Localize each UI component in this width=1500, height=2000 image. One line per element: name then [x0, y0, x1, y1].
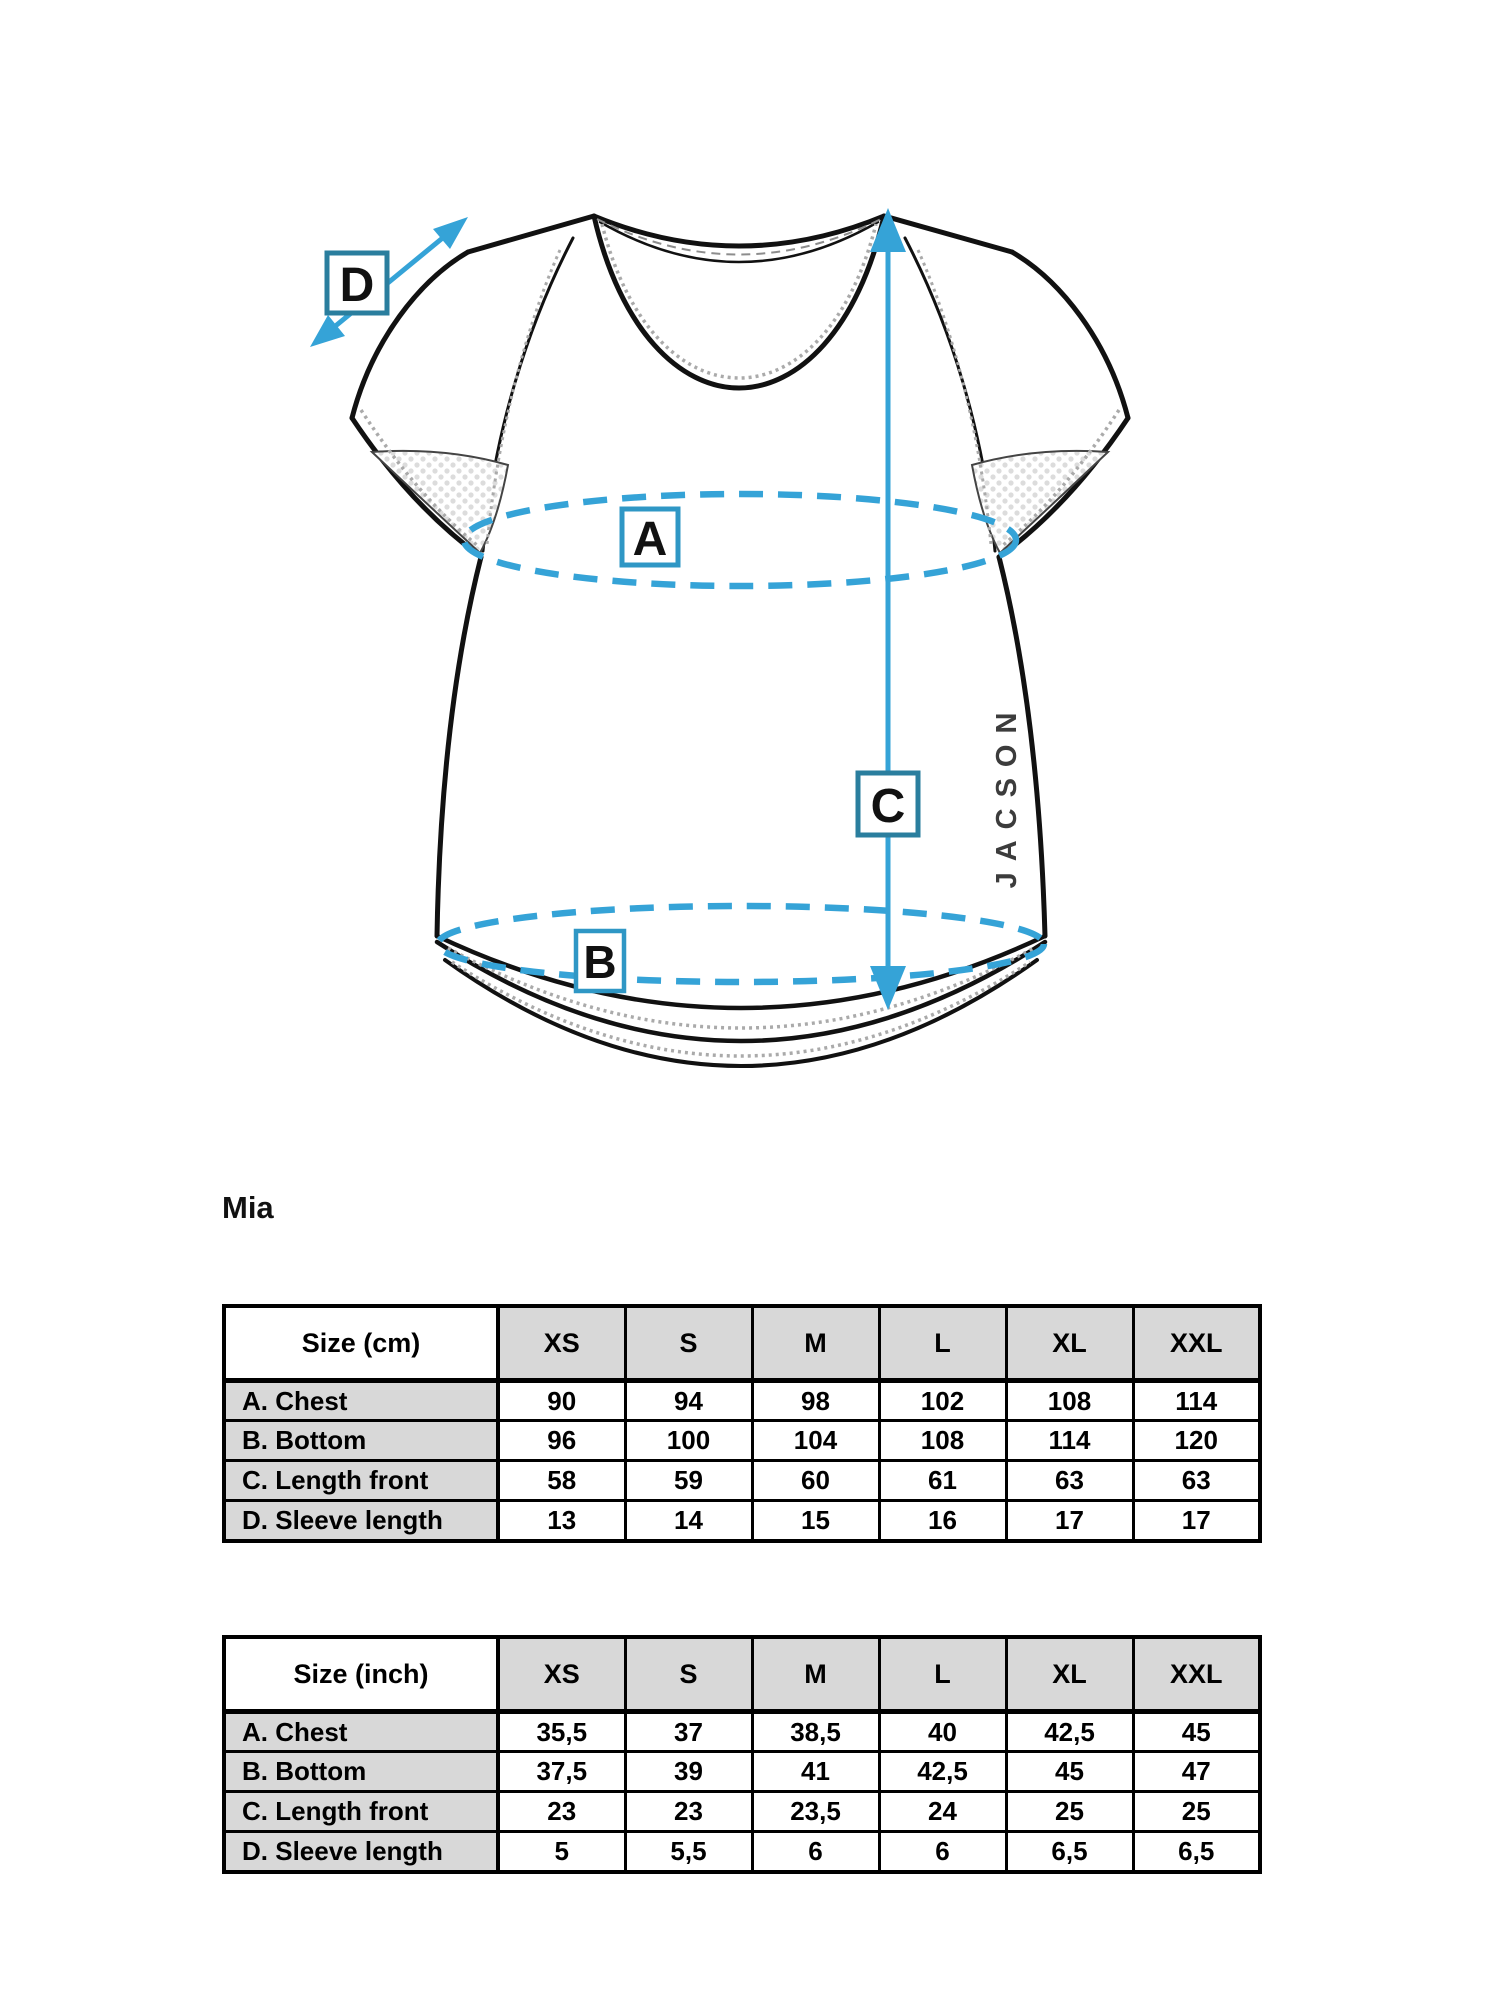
measure-label-d: D [339, 259, 375, 312]
measure-label-b: B [583, 936, 617, 988]
measure-label-a: A [632, 513, 668, 566]
chest-measure-ellipse [464, 494, 1016, 586]
value-cell: 6 [752, 1832, 879, 1872]
value-cell: 96 [498, 1421, 625, 1461]
value-cell: 42,5 [879, 1752, 1006, 1792]
size-column-header-xxl: XXL [1133, 1306, 1260, 1381]
row-label-cell: A. Chest [224, 1712, 498, 1752]
underarm-mesh-panels [372, 451, 1108, 553]
size-column-header-s: S [625, 1306, 752, 1381]
value-cell: 41 [752, 1752, 879, 1792]
value-cell: 16 [879, 1501, 1006, 1541]
size-column-header-xxl: XXL [1133, 1637, 1260, 1712]
table-row [224, 1832, 1260, 1872]
value-cell: 37 [625, 1712, 752, 1752]
value-cell: 15 [752, 1501, 879, 1541]
value-cell: 6 [879, 1832, 1006, 1872]
value-cell: 114 [1006, 1421, 1133, 1461]
value-cell: 60 [752, 1461, 879, 1501]
brand-vertical-text: JACSON [991, 701, 1023, 889]
value-cell: 114 [1133, 1381, 1260, 1421]
value-cell: 45 [1133, 1712, 1260, 1752]
value-cell: 5 [498, 1832, 625, 1872]
row-label-cell: D. Sleeve length [224, 1832, 498, 1872]
value-cell: 90 [498, 1381, 625, 1421]
value-cell: 24 [879, 1792, 1006, 1832]
size-column-header-m: M [752, 1637, 879, 1712]
value-cell: 5,5 [625, 1832, 752, 1872]
value-cell: 120 [1133, 1421, 1260, 1461]
size-column-header-l: L [879, 1637, 1006, 1712]
value-cell: 25 [1133, 1792, 1260, 1832]
size-column-header-xl: XL [1006, 1637, 1133, 1712]
size-table-cm [222, 1304, 1262, 1543]
value-cell: 42,5 [1006, 1712, 1133, 1752]
size-column-header-s: S [625, 1637, 752, 1712]
value-cell: 23,5 [752, 1792, 879, 1832]
measure-label-boxes [327, 253, 918, 991]
value-cell: 104 [752, 1421, 879, 1461]
value-cell: 45 [1006, 1752, 1133, 1792]
row-label-cell: D. Sleeve length [224, 1501, 498, 1541]
value-cell: 17 [1006, 1501, 1133, 1541]
value-cell: 37,5 [498, 1752, 625, 1792]
value-cell: 39 [625, 1752, 752, 1792]
bottom-measure-ellipse [438, 906, 1044, 982]
value-cell: 108 [879, 1421, 1006, 1461]
value-cell: 98 [752, 1381, 879, 1421]
value-cell: 13 [498, 1501, 625, 1541]
table-row [224, 1752, 1260, 1792]
product-name: Mia [222, 1190, 274, 1225]
value-cell: 108 [1006, 1381, 1133, 1421]
row-label-cell: C. Length front [224, 1792, 498, 1832]
row-label-cell: B. Bottom [224, 1752, 498, 1792]
value-cell: 58 [498, 1461, 625, 1501]
table-row [224, 1461, 1260, 1501]
value-cell: 100 [625, 1421, 752, 1461]
value-cell: 40 [879, 1712, 1006, 1752]
table-title-cell: Size (inch) [224, 1637, 498, 1712]
value-cell: 38,5 [752, 1712, 879, 1752]
size-column-header-xl: XL [1006, 1306, 1133, 1381]
size-column-header-l: L [879, 1306, 1006, 1381]
value-cell: 47 [1133, 1752, 1260, 1792]
value-cell: 17 [1133, 1501, 1260, 1541]
size-column-header-xs: XS [498, 1637, 625, 1712]
value-cell: 102 [879, 1381, 1006, 1421]
size-table-inch [222, 1635, 1262, 1874]
length-measure-arrow [870, 208, 906, 1010]
value-cell: 23 [498, 1792, 625, 1832]
row-label-cell: A. Chest [224, 1381, 498, 1421]
row-label-cell: B. Bottom [224, 1421, 498, 1461]
value-cell: 94 [625, 1381, 752, 1421]
value-cell: 23 [625, 1792, 752, 1832]
row-label-cell: C. Length front [224, 1461, 498, 1501]
value-cell: 59 [625, 1461, 752, 1501]
table-row [224, 1421, 1260, 1461]
value-cell: 63 [1133, 1461, 1260, 1501]
section-divider [190, 1134, 1312, 1143]
table-row [224, 1792, 1260, 1832]
table-title-cell: Size (cm) [224, 1306, 498, 1381]
value-cell: 25 [1006, 1792, 1133, 1832]
value-cell: 61 [879, 1461, 1006, 1501]
table-row [224, 1712, 1260, 1752]
tshirt-outline [352, 216, 1128, 1066]
size-column-header-m: M [752, 1306, 879, 1381]
table-row [224, 1501, 1260, 1541]
stitching-lines [361, 219, 1119, 1056]
value-cell: 63 [1006, 1461, 1133, 1501]
size-column-header-xs: XS [498, 1306, 625, 1381]
value-cell: 6,5 [1006, 1832, 1133, 1872]
table-row [224, 1381, 1260, 1421]
value-cell: 35,5 [498, 1712, 625, 1752]
measure-label-c: C [870, 780, 906, 833]
value-cell: 6,5 [1133, 1832, 1260, 1872]
value-cell: 14 [625, 1501, 752, 1541]
